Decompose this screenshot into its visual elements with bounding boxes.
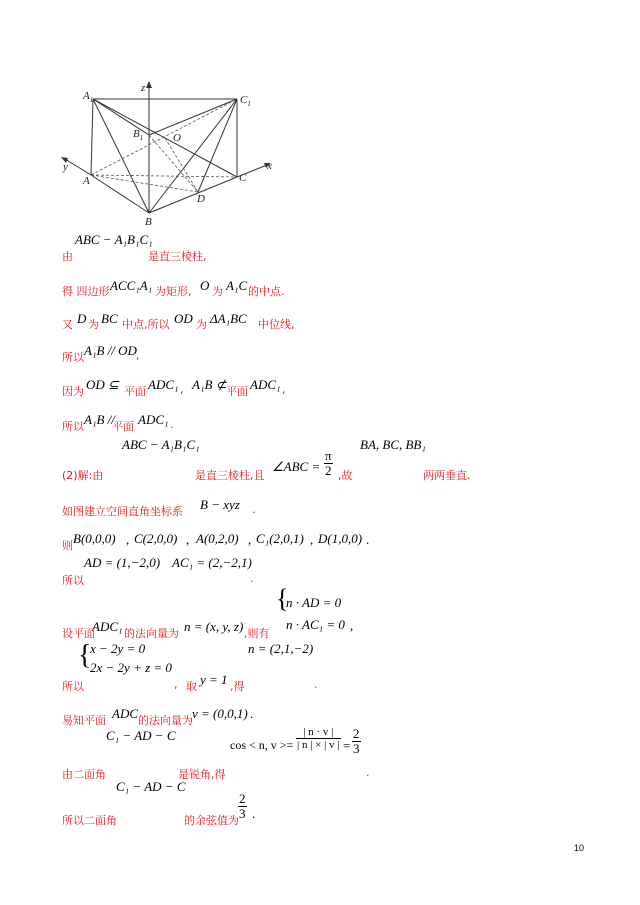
label-c: C xyxy=(239,172,247,184)
brace-1: { xyxy=(276,584,289,613)
text-period4: . xyxy=(250,572,254,585)
prism-figure xyxy=(55,75,285,225)
sep-2: , xyxy=(186,532,190,547)
math-n-result: n = (2,1,−2) xyxy=(248,641,314,656)
label-a1-sub: 1 xyxy=(89,96,94,104)
text-de2: ,得 xyxy=(230,680,245,693)
text-suoyi2: 所以 xyxy=(62,351,84,364)
math-a1c: A₁C xyxy=(226,278,248,293)
math-y1: y = 1 xyxy=(200,672,228,687)
text-midpoint: 的中点. xyxy=(248,285,285,298)
text-plane2: 平面 xyxy=(226,385,248,398)
text-period3: . xyxy=(366,532,370,547)
text-midline: 中位线, xyxy=(258,318,295,331)
frac-2-3-den: 3 xyxy=(353,741,360,757)
page-number: 10 xyxy=(574,843,585,853)
text-comma5: , xyxy=(174,678,178,691)
text-comma: , xyxy=(136,349,140,362)
math-c1: C₁(2,0,1) xyxy=(256,531,304,546)
label-b1-sub: 1 xyxy=(139,134,144,142)
text-is-prism2: 是直三棱柱,且 xyxy=(195,469,265,482)
math-n-vec: n = (x, y, z) xyxy=(184,619,244,634)
text-gu: ,故 xyxy=(338,469,353,482)
math-adc: ADC xyxy=(112,706,138,721)
text-period7: . xyxy=(366,766,370,779)
text-plane3: 平面 xyxy=(112,420,134,433)
text-yinwei: 因为 xyxy=(62,385,84,398)
frac-cos xyxy=(296,726,341,751)
svg-text:C1 xyxy=(240,94,251,108)
label-o: O xyxy=(173,132,181,144)
sep-1: , xyxy=(126,532,130,547)
frac-cos-den: | n | × | v | xyxy=(297,739,340,752)
text-suoyi5: 所以 xyxy=(62,680,84,693)
label-x: x xyxy=(267,160,272,172)
math-sys2: n · AC₁ = 0 xyxy=(286,617,345,632)
label-y: y xyxy=(63,161,68,173)
text-coord: 如图建立空间直角坐标系 xyxy=(62,505,183,518)
math-od: OD xyxy=(174,311,193,326)
text-is-prism: 是直三棱柱, xyxy=(148,250,207,263)
math-a1b-not: A₁B ⊄ xyxy=(192,377,227,392)
math-a1b-par: A₁B // xyxy=(84,412,115,427)
math-bxyz: B − xyz xyxy=(200,497,240,512)
text-period6: . xyxy=(250,706,254,721)
text-de: 得 四边形 xyxy=(62,285,110,298)
frac-2-3 xyxy=(352,727,361,757)
math-ba-bc-bb1: BA, BC, BB₁ xyxy=(360,437,426,452)
math-eq2: 2x − 2y + z = 0 xyxy=(90,660,172,675)
text-suoyi: 中点,所以 xyxy=(122,318,170,331)
math-prism: ABC − A₁B₁C₁ xyxy=(75,232,153,247)
frac-answer-den: 3 xyxy=(239,806,246,822)
svg-text:A1 xyxy=(82,90,93,104)
math-vec-ad: AD = (1,−2,0) xyxy=(84,555,161,570)
math-triangle: ΔA₁BC xyxy=(210,311,247,326)
math-od-sub: OD ⊆ xyxy=(86,377,119,392)
text-cosval: 的余弦值为 xyxy=(184,814,239,827)
text-normal: 的法向量为 xyxy=(124,627,179,640)
label-z: z xyxy=(141,82,146,94)
math-adc1-3: ADC₁ xyxy=(138,412,169,427)
text-perp: 两两垂直. xyxy=(423,469,471,482)
math-angle: ∠ABC = xyxy=(272,459,321,474)
text-ze: 则 xyxy=(62,539,73,552)
text-wei3: 为 xyxy=(196,318,207,331)
frac-pi-2 xyxy=(324,449,333,479)
text-you2: 又 xyxy=(62,318,73,331)
frac-2-3-num: 2 xyxy=(353,726,360,741)
text-normal2: 的法向量为 xyxy=(138,714,193,727)
label-c1-sub: 1 xyxy=(247,100,251,108)
math-eq1: x − 2y = 0 xyxy=(90,641,146,656)
text-zeyou: ,则有 xyxy=(244,627,270,640)
math-acc1a1: ACC₁A₁ xyxy=(110,278,153,293)
text-wei2: 为 xyxy=(88,318,99,331)
math-dihedral: C₁ − AD − C xyxy=(106,728,176,743)
math-adc1-4: ADC₁ xyxy=(92,619,123,634)
math-d-coord: D(1,0,0) xyxy=(318,531,363,546)
text-rect: 为矩形, xyxy=(155,285,192,298)
math-vec-ac1: AC₁ = (2,−2,1) xyxy=(172,555,252,570)
label-c1: C xyxy=(240,94,248,106)
math-o: O xyxy=(200,278,210,293)
text-part2: (2)解:由 xyxy=(62,469,104,482)
frac-two: 2 xyxy=(325,463,332,479)
text-suoyi6: 所以二面角 xyxy=(62,814,117,827)
label-a1: A xyxy=(83,90,90,102)
label-a: A xyxy=(83,175,90,187)
text-wei: 为 xyxy=(212,285,223,298)
text-set-plane: 设平面 xyxy=(62,627,95,640)
label-b: B xyxy=(145,216,152,225)
text-comma4: , xyxy=(350,618,354,633)
text-yizhi: 易知平面 xyxy=(62,714,106,727)
text-comma3: , xyxy=(282,383,286,396)
sep-4: , xyxy=(310,532,314,547)
frac-cos-num: | n · v | xyxy=(296,726,341,739)
text-period: . xyxy=(170,418,174,431)
text-suoyi4: 所以 xyxy=(62,574,84,587)
text-acute: 是锐角,得 xyxy=(178,768,226,781)
math-b: B(0,0,0) xyxy=(73,531,116,546)
text-qu: 取 xyxy=(186,680,197,693)
math-adc1-2: ADC₁ xyxy=(250,377,281,392)
text-period2: . xyxy=(252,503,256,516)
math-a: A(0,2,0) xyxy=(196,531,239,546)
text-period5: . xyxy=(314,678,318,691)
math-c: C(2,0,0) xyxy=(134,531,178,546)
math-v-vec: v = (0,0,1) xyxy=(192,706,248,721)
text-period8: . xyxy=(252,806,256,821)
math-parallel: A₁B // OD xyxy=(84,343,137,358)
text-dihedral: 由二面角 xyxy=(62,768,106,781)
text-plane: 平面 xyxy=(124,385,146,398)
math-dihedral2: C₁ − AD − C xyxy=(116,779,186,794)
math-eq: = xyxy=(343,738,351,753)
label-b1: B xyxy=(133,128,140,140)
frac-answer-num: 2 xyxy=(239,791,246,806)
sep-3: , xyxy=(248,532,252,547)
label-d: D xyxy=(197,193,205,205)
frac-answer xyxy=(238,792,247,822)
text-comma2: , xyxy=(180,383,184,396)
math-bc: BC xyxy=(101,311,118,326)
brace-2: { xyxy=(78,640,92,671)
math-adc1: ADC₁ xyxy=(148,377,179,392)
frac-pi: π xyxy=(325,448,332,463)
math-sys1: n · AD = 0 xyxy=(286,595,342,610)
text-you: 由 xyxy=(62,250,73,263)
math-prism2: ABC − A₁B₁C₁ xyxy=(122,437,200,452)
math-cos: cos < n, v >= xyxy=(230,738,294,752)
math-d: D xyxy=(77,311,87,326)
text-suoyi3: 所以 xyxy=(62,420,84,433)
